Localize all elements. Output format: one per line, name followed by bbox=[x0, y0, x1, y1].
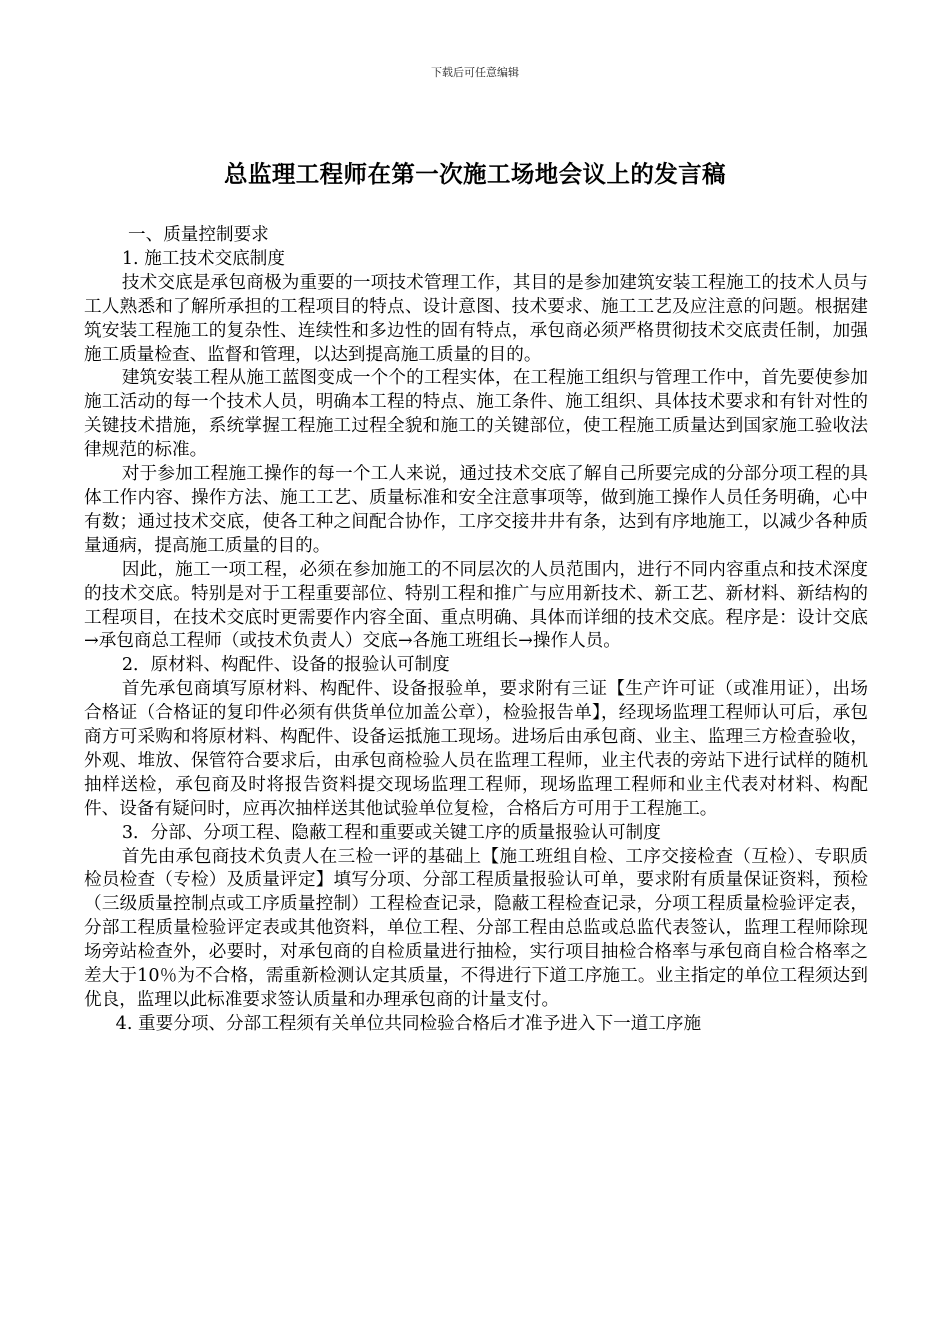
subsection-heading-joint-inspection: 4. 重要分项、分部工程须有关单位共同检验合格后才准予进入下一道工序施 bbox=[115, 1013, 702, 1034]
subsection-heading-technical-disclosure: 1. 施工技术交底制度 bbox=[121, 248, 285, 269]
section-heading-quality-control: 一、质量控制要求 bbox=[128, 225, 269, 245]
paragraph: 技术交底是承包商极为重要的一项技术管理工作，其目的是参加建筑安装工程施工的技术人员与工人熟悉和了解所承担的工程项目的特点、设计意图、技术要求、施工工艺及应注意的问题。根据建筑安装工程施工的复杂性、连续性和多边性的固有特点，承包商必须严格贯彻技术交底责任制，加强施工质量检查、监督和管理，以达到提高施工质量的目的。 bbox=[84, 272, 868, 365]
page-header-note: 下载后可任意编辑 bbox=[431, 66, 519, 79]
subsection-heading-inspection-approval: 3．分部、分项工程、隐蔽工程和重要或关键工序的质量报验认可制度 bbox=[121, 822, 661, 843]
subsection-heading-material-approval: 2．原材料、构配件、设备的报验认可制度 bbox=[121, 655, 450, 676]
paragraph: 因此，施工一项工程，必须在参加施工的不同层次的人员范围内，进行不同内容重点和技术深度的技术交底。特别是对于工程重要部位、特别工程和推广与应用新技术、新工艺、新材料、新结构的工程项目，在技术交底时更需要作内容全面、重点明确、具体而详细的技术交底。程序是：设计交底→承包商总工程师（或技术负责人）交底→各施工班组长→操作人员。 bbox=[84, 559, 868, 652]
paragraph: 对于参加工程施工操作的每一个工人来说，通过技术交底了解自己所要完成的分部分项工程的具体工作内容、操作方法、施工工艺、质量标准和安全注意事项等，做到施工操作人员任务明确，心中有数；通过技术交底，使各工种之间配合协作，工序交接井井有条，达到有序地施工，以减少各种质量通病，提高施工质量的目的。 bbox=[84, 464, 868, 556]
document-title: 总监理工程师在第一次施工场地会议上的发言稿 bbox=[224, 160, 726, 188]
paragraph: 建筑安装工程从施工蓝图变成一个个的工程实体，在工程施工组织与管理工作中，首先要使参加施工活动的每一个技术人员，明确本工程的特点、施工条件、施工组织、具体技术要求和有针对性的关键技术措施，系统掌握工程施工过程全貌和施工的关键部位，使工程施工质量达到国家施工验收法律规范的标准。 bbox=[84, 368, 868, 461]
document-body bbox=[84, 224, 868, 1037]
paragraph: 首先承包商填写原材料、构配件、设备报验单，要求附有三证【生产许可证（或准用证），出场合格证（合格证的复印件必须有供货单位加盖公章），检验报告单】，经现场监理工程师认可后，承包商方可采购和将原材料、构配件、设备运抵施工现场。进场后由承包商、业主、监理三方检查验收，外观、堆放、保管符合要求后，由承包商检验人员在监理工程师，业主代表的旁站下进行试样的随机抽样送检，承包商及时将报告资料提交现场监理工程师，现场监理工程师和业主代表对材料、构配件、设备有疑问时，应再次抽样送其他试验单位复检，合格后方可用于工程施工。 bbox=[84, 679, 868, 819]
paragraph: 首先由承包商技术负责人在三检一评的基础上【施工班组自检、工序交接检查（互检）、专职质检员检查（专检）及质量评定】填写分项、分部工程质量报验认可单，要求附有质量保证资料，预检（三级质量控制点或工序质量控制）工程检查记录，隐蔽工程检查记录，分项工程质量检验评定表，分部工程质量检验评定表或其他资料，单位工程、分部工程由总监或总监代表签认，监理工程师除现场旁站检查外，必要时，对承包商的自检质量进行抽检，实行项目抽检合格率与承包商自检合格率之差大于10％为不合格，需重新检测认定其质量，不得进行下道工序施工。业主指定的单位工程须达到优良，监理以此标准要求签认质量和办理承包商的计量支付。 bbox=[84, 846, 868, 1010]
